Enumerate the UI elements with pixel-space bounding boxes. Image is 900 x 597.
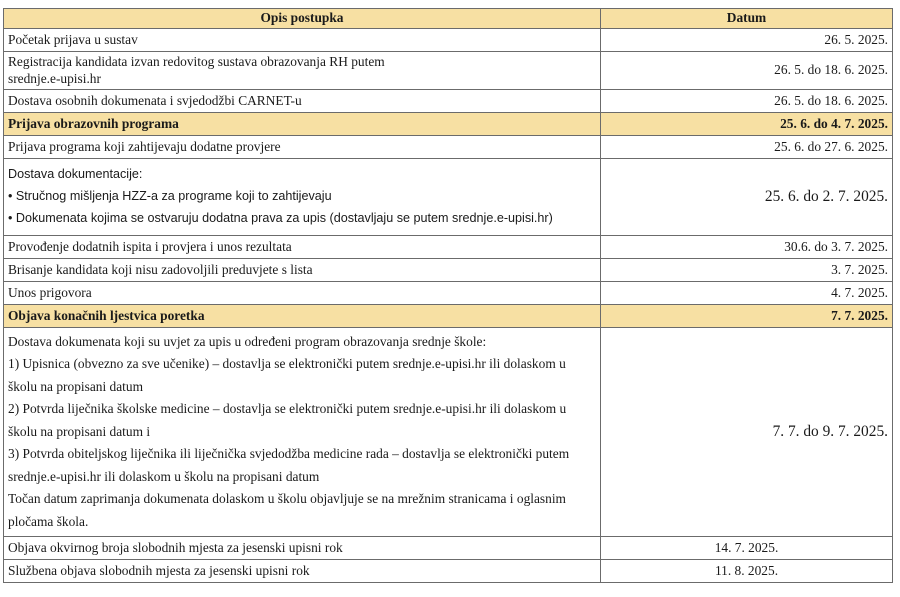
row-description: Prijava programa koji zahtijevaju dodatne provjere xyxy=(4,136,601,159)
table-row xyxy=(4,537,893,560)
row-date: 7. 7. 2025. xyxy=(601,305,893,328)
row-date: 3. 7. 2025. xyxy=(601,259,893,282)
row-description: Dostava dokumenata koji su uvjet za upis u određeni program obrazovanja srednje škole: 1) Upisnica (obvezno za sve učenike) – dostavlja se elektronički putem srednje.e-upisi.hr ili dolaskom u školu na propisani datum 2) Potvrda liječnika školske medicine – dostavlja se elektronički putem srednje.e-upisi.hr ili dolaskom u školu na propisani datum i 3) Potvrda obiteljskog liječnika ili liječnička svjedodžba medicine rada – dostavlja se elektronički putem srednje.e-upisi.hr ili dolaskom u školu na propisani datum Točan datum zaprimanja dokumenata dolaskom u školu objavljuje se na mrežnim stranicama i oglasnim pločama škola. xyxy=(4,328,601,537)
row-description: Objava okvirnog broja slobodnih mjesta za jesenski upisni rok xyxy=(4,537,601,560)
row-description: Prijava obrazovnih programa xyxy=(4,113,601,136)
table-row xyxy=(4,328,893,537)
row-description: Dostava dokumentacije: • Stručnog mišljenja HZZ-a za programe koji to zahtijevaju • Dokumenata kojima se ostvaruju dodatna prava za upis (dostavljaju se putem srednje.e-upisi.hr) xyxy=(4,159,601,236)
table-row xyxy=(4,29,893,52)
row-date: 4. 7. 2025. xyxy=(601,282,893,305)
table-row xyxy=(4,259,893,282)
table-row xyxy=(4,282,893,305)
table-row xyxy=(4,159,893,236)
table-row-highlight xyxy=(4,113,893,136)
row-date: 7. 7. do 9. 7. 2025. xyxy=(601,328,893,537)
row-description: Objava konačnih ljestvica poretka xyxy=(4,305,601,328)
row-date: 26. 5. 2025. xyxy=(601,29,893,52)
table-row xyxy=(4,90,893,113)
table-row xyxy=(4,52,893,90)
row-description: Dostava osobnih dokumenata i svjedodžbi CARNET-u xyxy=(4,90,601,113)
row-date: 25. 6. do 4. 7. 2025. xyxy=(601,113,893,136)
row-date: 26. 5. do 18. 6. 2025. xyxy=(601,90,893,113)
row-description: Registracija kandidata izvan redovitog sustava obrazovanja RH putem srednje.e-upisi.hr xyxy=(4,52,601,90)
row-description: Unos prigovora xyxy=(4,282,601,305)
row-description: Brisanje kandidata koji nisu zadovoljili preduvjete s lista xyxy=(4,259,601,282)
row-date: 11. 8. 2025. xyxy=(601,560,893,583)
table-row xyxy=(4,236,893,259)
row-date: 26. 5. do 18. 6. 2025. xyxy=(601,52,893,90)
header-date: Datum xyxy=(601,9,893,29)
row-description: Provođenje dodatnih ispita i provjera i unos rezultata xyxy=(4,236,601,259)
row-date: 30.6. do 3. 7. 2025. xyxy=(601,236,893,259)
row-date: 25. 6. do 27. 6. 2025. xyxy=(601,136,893,159)
row-description: Početak prijava u sustav xyxy=(4,29,601,52)
table-row-highlight xyxy=(4,305,893,328)
schedule-table xyxy=(3,8,893,583)
header-row xyxy=(4,9,893,29)
table-row xyxy=(4,136,893,159)
row-date: 14. 7. 2025. xyxy=(601,537,893,560)
header-description: Opis postupka xyxy=(4,9,601,29)
row-date: 25. 6. do 2. 7. 2025. xyxy=(601,159,893,236)
table-row xyxy=(4,560,893,583)
row-description: Službena objava slobodnih mjesta za jesenski upisni rok xyxy=(4,560,601,583)
